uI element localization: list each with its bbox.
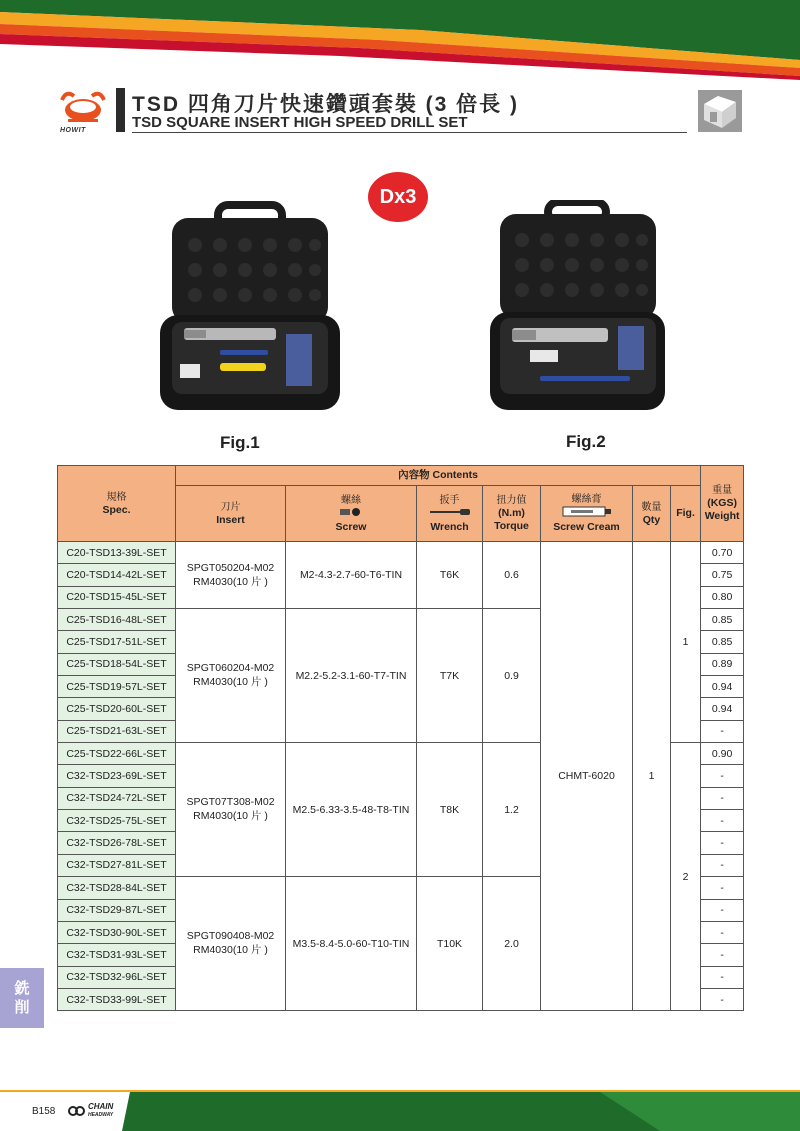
fig-cell: 2 xyxy=(671,743,701,1011)
screw-cream-header: 螺絲膏 Screw Cream xyxy=(541,486,633,542)
wrench-cell: T10K xyxy=(417,877,483,1011)
weight-cell: 0.85 xyxy=(701,631,744,653)
wrench-cell: T8K xyxy=(417,743,483,877)
weight-cell: - xyxy=(701,810,744,832)
title-accent-bar xyxy=(116,88,125,132)
contents-header: 內容物 Contents xyxy=(176,466,701,486)
side-tab-char: 銑 xyxy=(14,979,30,997)
weight-cell: - xyxy=(701,899,744,921)
title-underline xyxy=(132,132,687,133)
screw-cell: M3.5-8.4-5.0-60-T10-TIN xyxy=(286,877,417,1011)
weight-cell: - xyxy=(701,720,744,742)
fig-header: Fig. xyxy=(671,486,701,542)
torque-cell: 0.6 xyxy=(483,542,541,609)
page-number: B158 xyxy=(32,1106,56,1117)
chain-logo-icon xyxy=(68,1106,86,1116)
spec-cell: C32-TSD28-84L-SET xyxy=(58,877,176,899)
weight-cell: 0.70 xyxy=(701,542,744,564)
spec-cell: C25-TSD16-48L-SET xyxy=(58,609,176,631)
weight-cell: - xyxy=(701,921,744,943)
spec-cell: C32-TSD27-81L-SET xyxy=(58,854,176,876)
spec-cell: C20-TSD13-39L-SET xyxy=(58,542,176,564)
weight-cell: - xyxy=(701,787,744,809)
insert-header: 刀片 Insert xyxy=(176,486,286,542)
fig1-case-image xyxy=(160,200,340,415)
spec-header: 規格 Spec. xyxy=(58,466,176,542)
qty-cell: 1 xyxy=(633,542,671,1011)
wrench-cell: T7K xyxy=(417,609,483,743)
spec-cell: C32-TSD33-99L-SET xyxy=(58,988,176,1010)
insert-cell: SPGT060204-M02 RM4030(10 片 ) xyxy=(176,609,286,743)
brand-logo-text: HOWIT xyxy=(60,127,86,134)
weight-cell: 0.94 xyxy=(701,698,744,720)
cream-tube-icon xyxy=(561,506,613,517)
spec-cell: C32-TSD32-96L-SET xyxy=(58,966,176,988)
footer-decorative-stripes xyxy=(0,1090,800,1131)
screw-cell: M2-4.3-2.7-60-T6-TIN xyxy=(286,542,417,609)
weight-cell: - xyxy=(701,988,744,1010)
screw-cell: M2.2-5.2-3.1-60-T7-TIN xyxy=(286,609,417,743)
weight-cell: 0.94 xyxy=(701,676,744,698)
spec-cell: C32-TSD26-78L-SET xyxy=(58,832,176,854)
screw-header: 螺絲 Screw xyxy=(286,486,417,542)
torque-cell: 1.2 xyxy=(483,743,541,877)
spec-cell: C25-TSD21-63L-SET xyxy=(58,720,176,742)
drill-category-icon xyxy=(698,90,742,132)
page-title-chinese: TSD 四角刀片快速鑽頭套裝 (3 倍長 ) xyxy=(132,93,520,116)
qty-header: 數量 Qty xyxy=(633,486,671,542)
wrench-header: 扳手 Wrench xyxy=(417,486,483,542)
weight-cell: - xyxy=(701,877,744,899)
torque-cell: 0.9 xyxy=(483,609,541,743)
torque-header: 扭力值 (N.m) Torque xyxy=(483,486,541,542)
screw-cell: M2.5-6.33-3.5-48-T8-TIN xyxy=(286,743,417,877)
spec-cell: C32-TSD24-72L-SET xyxy=(58,787,176,809)
weight-cell: - xyxy=(701,854,744,876)
weight-header: 重量 (KGS) Weight xyxy=(701,466,744,542)
weight-cell: 0.75 xyxy=(701,564,744,586)
fig2-case-image xyxy=(490,200,665,415)
spec-cell: C32-TSD23-69L-SET xyxy=(58,765,176,787)
fig-cell: 1 xyxy=(671,542,701,743)
spec-cell: C32-TSD29-87L-SET xyxy=(58,899,176,921)
weight-cell: - xyxy=(701,832,744,854)
weight-cell: - xyxy=(701,765,744,787)
spec-cell: C25-TSD19-57L-SET xyxy=(58,676,176,698)
top-decorative-stripes xyxy=(0,0,800,80)
spec-cell: C32-TSD25-75L-SET xyxy=(58,810,176,832)
torque-cell: 2.0 xyxy=(483,877,541,1011)
page-title-english: TSD SQUARE INSERT HIGH SPEED DRILL SET xyxy=(132,114,468,131)
side-tab-char: 削 xyxy=(14,999,30,1016)
wrench-icon xyxy=(428,507,472,517)
fig2-label: Fig.2 xyxy=(566,432,606,451)
insert-cell: SPGT050204-M02 RM4030(10 片 ) xyxy=(176,542,286,609)
weight-cell: - xyxy=(701,944,744,966)
section-side-tab xyxy=(0,968,44,1028)
weight-cell: - xyxy=(701,966,744,988)
spec-cell: C25-TSD17-51L-SET xyxy=(58,631,176,653)
weight-cell: 0.80 xyxy=(701,586,744,608)
spec-cell: C25-TSD20-60L-SET xyxy=(58,698,176,720)
length-badge: Dx3 xyxy=(368,172,428,222)
fig1-label: Fig.1 xyxy=(220,433,260,452)
spec-table xyxy=(57,465,744,1011)
footer-brand: CHAIN HEADWAY xyxy=(68,1103,113,1118)
weight-cell: 0.89 xyxy=(701,653,744,675)
wrench-cell: T6K xyxy=(417,542,483,609)
spec-cell: C25-TSD18-54L-SET xyxy=(58,653,176,675)
weight-cell: 0.90 xyxy=(701,743,744,765)
weight-cell: 0.85 xyxy=(701,609,744,631)
spec-cell: C25-TSD22-66L-SET xyxy=(58,743,176,765)
spec-cell: C32-TSD30-90L-SET xyxy=(58,921,176,943)
spec-cell: C20-TSD15-45L-SET xyxy=(58,586,176,608)
insert-cell: SPGT090408-M02 RM4030(10 片 ) xyxy=(176,877,286,1011)
insert-cell: SPGT07T308-M02 RM4030(10 片 ) xyxy=(176,743,286,877)
screw-cream-cell: CHMT-6020 xyxy=(541,542,633,1011)
spec-cell: C20-TSD14-42L-SET xyxy=(58,564,176,586)
spec-cell: C32-TSD31-93L-SET xyxy=(58,944,176,966)
table-row xyxy=(58,542,744,564)
screw-icon xyxy=(338,507,364,517)
